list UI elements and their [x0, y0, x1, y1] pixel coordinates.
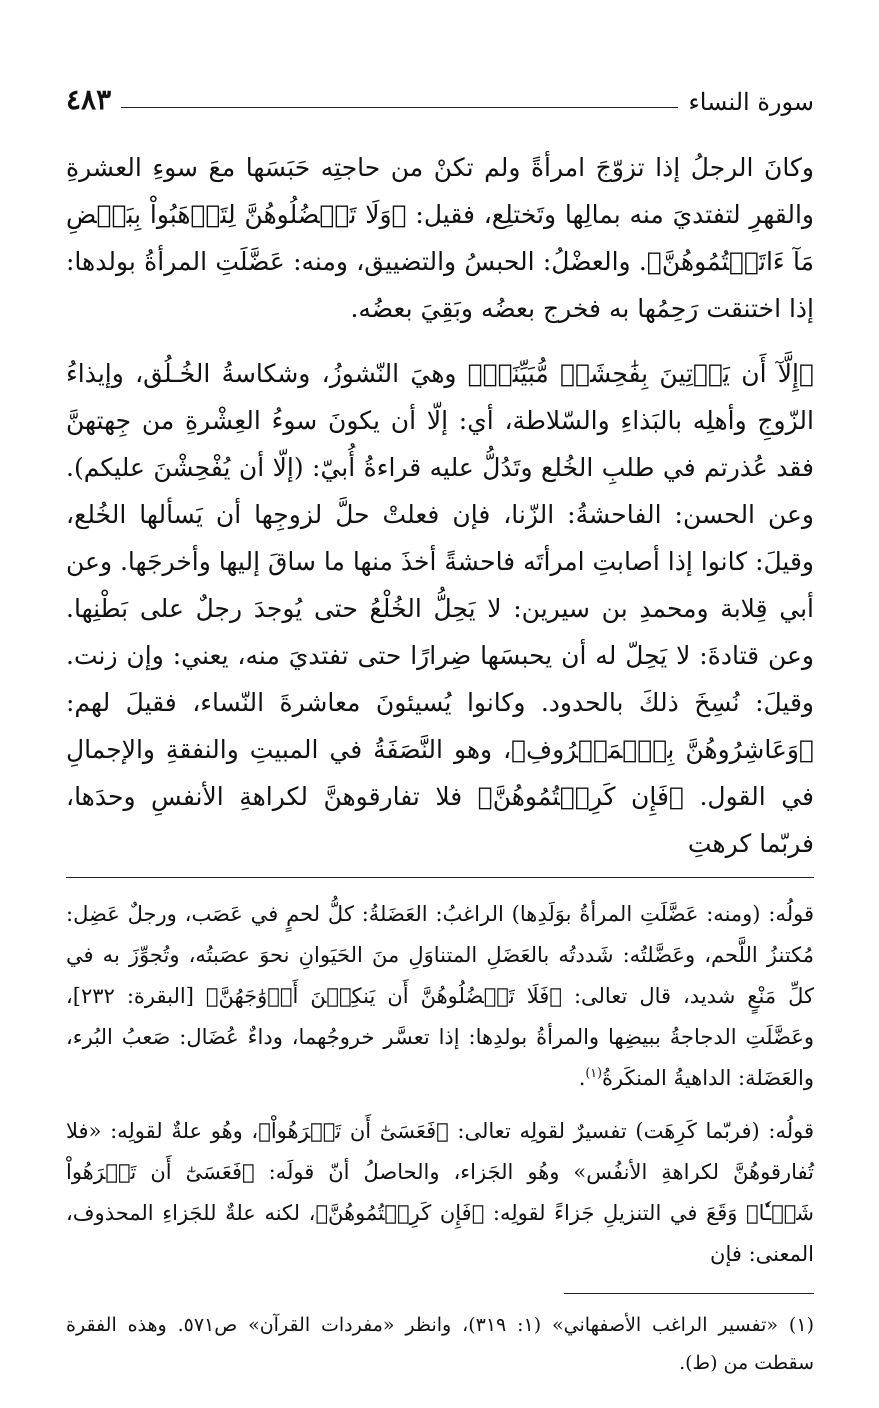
book-page	[66, 70, 814, 1382]
page-header	[66, 70, 814, 114]
commentary-note-1-end: .	[578, 1066, 586, 1090]
main-paragraph-2: ﴿إِلَّآ أَن يَأۡتِينَ بِفَٰحِشَةٖ مُّبَيِّنَةٖ﴾ وهيَ النّشوزُ، وشكاسةُ الخُـلُق، وإيذاءُ الزّوجِ وأهلِه بالبَذاءِ والسّلاطة، أي: إلّا أن يكونَ سوءُ العِشْرةِ من جِهتهنَّ فقد عُذرتم في طلبِ الخُلع وتَدُلُّ عليه قراءةُ أُبيّ: (إلّا أن يُفْحِشْنَ عليكم). وعن الحسن: الفاحشةُ: الزّنا، فإن فعلتْ حلَّ لزوجِها أن يَسألها الخُلع، وقيلَ: كانوا إذا أصابتِ امرأتَه فاحشةً أخذَ منها ما ساقَ إليها وأخرجَها. وعن أبي قِلابة ومحمدِ بن سيرين: لا يَحِلُّ الخُلْعُ حتى يُوجدَ رجلٌ على بَطْنِها. وعن قتادةَ: لا يَحِلّ له أن يحبسَها ضِرارًا حتى تفتديَ منه، يعني: وإن زنت. وقيلَ: نُسِخَ ذلكَ بالحدود. وكانوا يُسيئونَ معاشرةَ النّساء، فقيلَ لهم: ﴿وَعَاشِرُوهُنَّ بِٱلۡمَعۡرُوفِ﴾، وهو النَّصَفَةُ في المبيتِ والنفقةِ والإجمالِ في القول. ﴿فَإِن كَرِهۡتُمُوهُنَّ﴾ فلا تفارقوهنَّ لكراهةِ الأنفسِ وحدَها، فربّما كرهتِ	[66, 359, 814, 858]
commentary-note-2: قولُه: (فربّما كَرِهَت) تفسيرٌ لقولِه تعالى: ﴿فَعَسَىٰٓ أَن تَكۡرَهُواْ﴾، وهُو علةٌ لقولِه: «فلا تُفارقوهُنَّ لكراهةِ الأنفُس» وهُو الجَزاء، والحاصلُ أنّ قولَه: ﴿فَعَسَىٰٓ أَن تَكۡرَهُواْ شَيۡـٔٗا﴾ وَقَعَ في التنزيلِ جَزاءً لقولِه: ﴿فَإِن كَرِهۡتُمُوهُنَّ﴾، لكنه علةٌ للجَزاءِ المحذوف، المعنى: فإن	[66, 1119, 814, 1266]
commentary-separator	[66, 877, 814, 878]
commentary-note-1	[66, 894, 814, 1099]
footnote: (١) «تفسير الراغب الأصفهاني» (١: ٣١٩)، وانظر «مفردات القرآن» ص٥٧١. وهذه الفقرة سقطت من (ط).	[66, 1314, 814, 1374]
footnote-separator	[564, 1293, 814, 1294]
commentary-note-1-text: قولُه: (ومنه: عَضَّلَتِ المرأةُ بوَلَدِها) الراغبُ: العَضَلةُ: كلُّ لحمٍ في عَصَب، ورجلٌ عَضِل: مُكتنزُ اللَّحم، وعَضَّلتُه: شَددتُه بالعَضَلِ المتناوَلِ منَ الحَيَوانِ نحوَ عصَبتُه، وتُجوِّزَ به في كلِّ مَنْعٍ شديد، قال تعالى: ﴿فَلَا تَعۡضُلُوهُنَّ أَن يَنكِحۡنَ أَزۡوَٰجَهُنَّ﴾ [البقرة: ٢٣٢]، وعَضَّلَتِ الدجاجةُ ببيضِها والمرأةُ بولدِها: إذا تعسَّر خروجُهما، وداءٌ عُضَال: صَعبُ البُرء، والعَضَلة: الداهيةُ المنكَرةُ	[66, 902, 814, 1090]
page-number: ٤٨٣	[66, 83, 112, 116]
main-text	[66, 144, 814, 867]
header-rule	[121, 107, 678, 108]
footnote-ref: (١)	[585, 1065, 602, 1080]
commentary-notes	[66, 894, 814, 1275]
surah-title: سورة النساء	[688, 88, 814, 116]
main-paragraph-1: وكانَ الرجلُ إذا تزوّجَ امرأةً ولم تكنْ من حاجتِه حَبَسَها معَ سوءِ العشرةِ والقهرِ لتفتديَ منه بمالِها وتَختلِع، فقيل: ﴿وَلَا تَعۡضُلُوهُنَّ لِتَذۡهَبُواْ بِبَعۡضِ مَآ ءَاتَيۡتُمُوهُنَّ﴾. والعضْلُ: الحبسُ والتضييق، ومنه: عَضَّلَتِ المرأةُ بولدها: إذا اختنقت رَحِمُها به فخرج بعضُه وبَقِيَ بعضُه.	[66, 153, 814, 323]
